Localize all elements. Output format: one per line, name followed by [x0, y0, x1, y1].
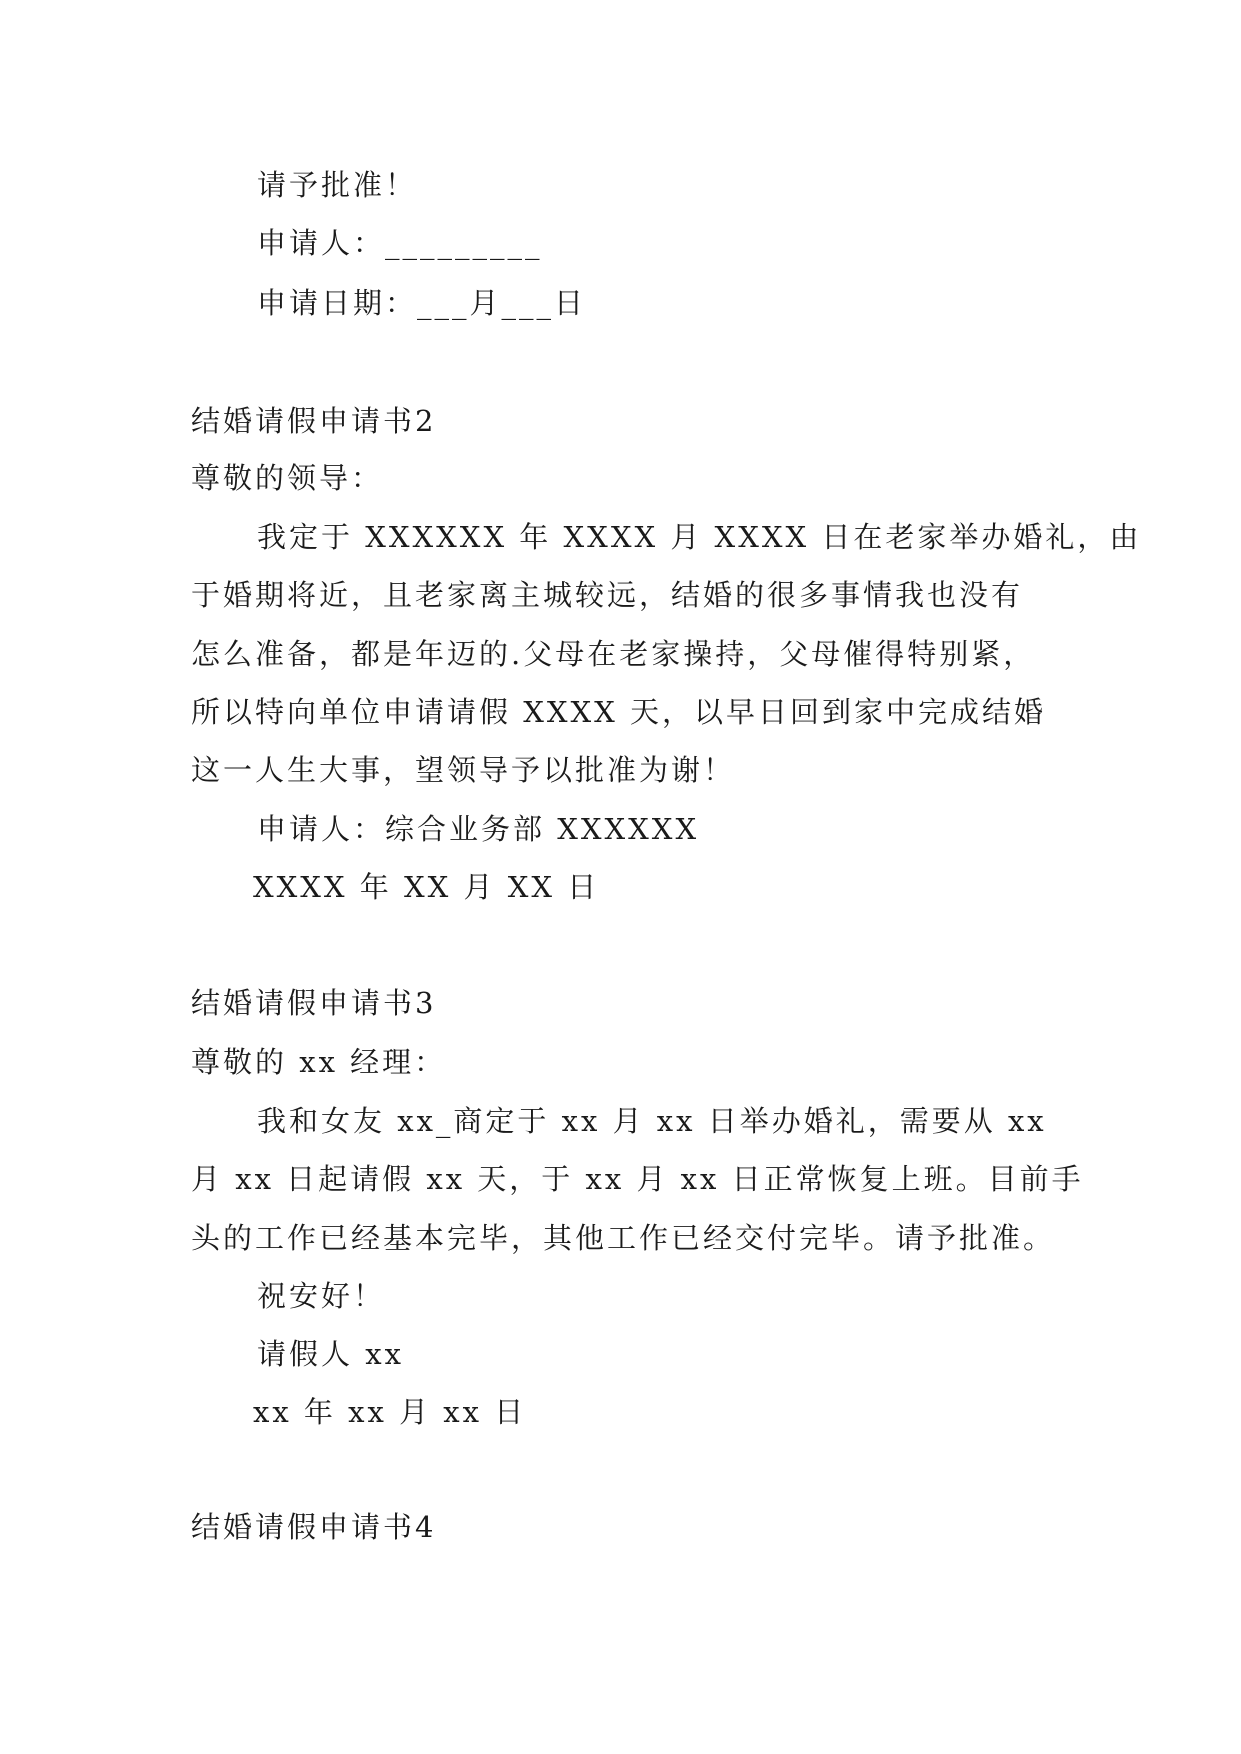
approval-request-line: 请予批准！	[257, 168, 418, 202]
applicant-line: 申请人：综合业务部 XXXXXX	[257, 812, 700, 846]
signature-date: XXXX 年 XX 月 XX 日	[253, 870, 600, 904]
body-line: 这一人生大事，望领导予以批准为谢！	[191, 753, 736, 787]
body-line: 我定于 XXXXXX 年 XXXX 月 XXXX 日在老家举办婚礼，由	[257, 520, 1142, 554]
applicant-line: 申请人：_________	[257, 226, 543, 260]
salutation: 尊敬的 xx 经理：	[191, 1045, 447, 1079]
body-line: 头的工作已经基本完毕，其他工作已经交付完毕。请予批准。	[191, 1221, 1056, 1255]
body-line: 我和女友 xx_商定于 xx 月 xx 日举办婚礼，需要从 xx	[257, 1104, 1047, 1138]
body-line: 所以特向单位申请请假 XXXX 天，以早日回到家中完成结婚	[191, 695, 1047, 729]
body-line: 月 xx 日起请假 xx 天，于 xx 月 xx 日正常恢复上班。目前手	[191, 1162, 1084, 1196]
section-title: 结婚请假申请书2	[191, 404, 437, 438]
signature-date: xx 年 xx 月 xx 日	[253, 1395, 527, 1429]
section-title: 结婚请假申请书3	[191, 986, 437, 1020]
salutation: 尊敬的领导：	[191, 461, 384, 495]
body-line: 怎么准备，都是年迈的.父母在老家操持，父母催得特别紧，	[191, 637, 1036, 671]
body-line: 于婚期将近，且老家离主城较远，结婚的很多事情我也没有	[191, 578, 1024, 612]
closing-line: 祝安好！	[257, 1279, 386, 1313]
applicant-line: 请假人 xx	[257, 1337, 404, 1371]
section-title: 结婚请假申请书4	[191, 1510, 437, 1544]
application-date-line: 申请日期：___月___日	[257, 286, 587, 320]
